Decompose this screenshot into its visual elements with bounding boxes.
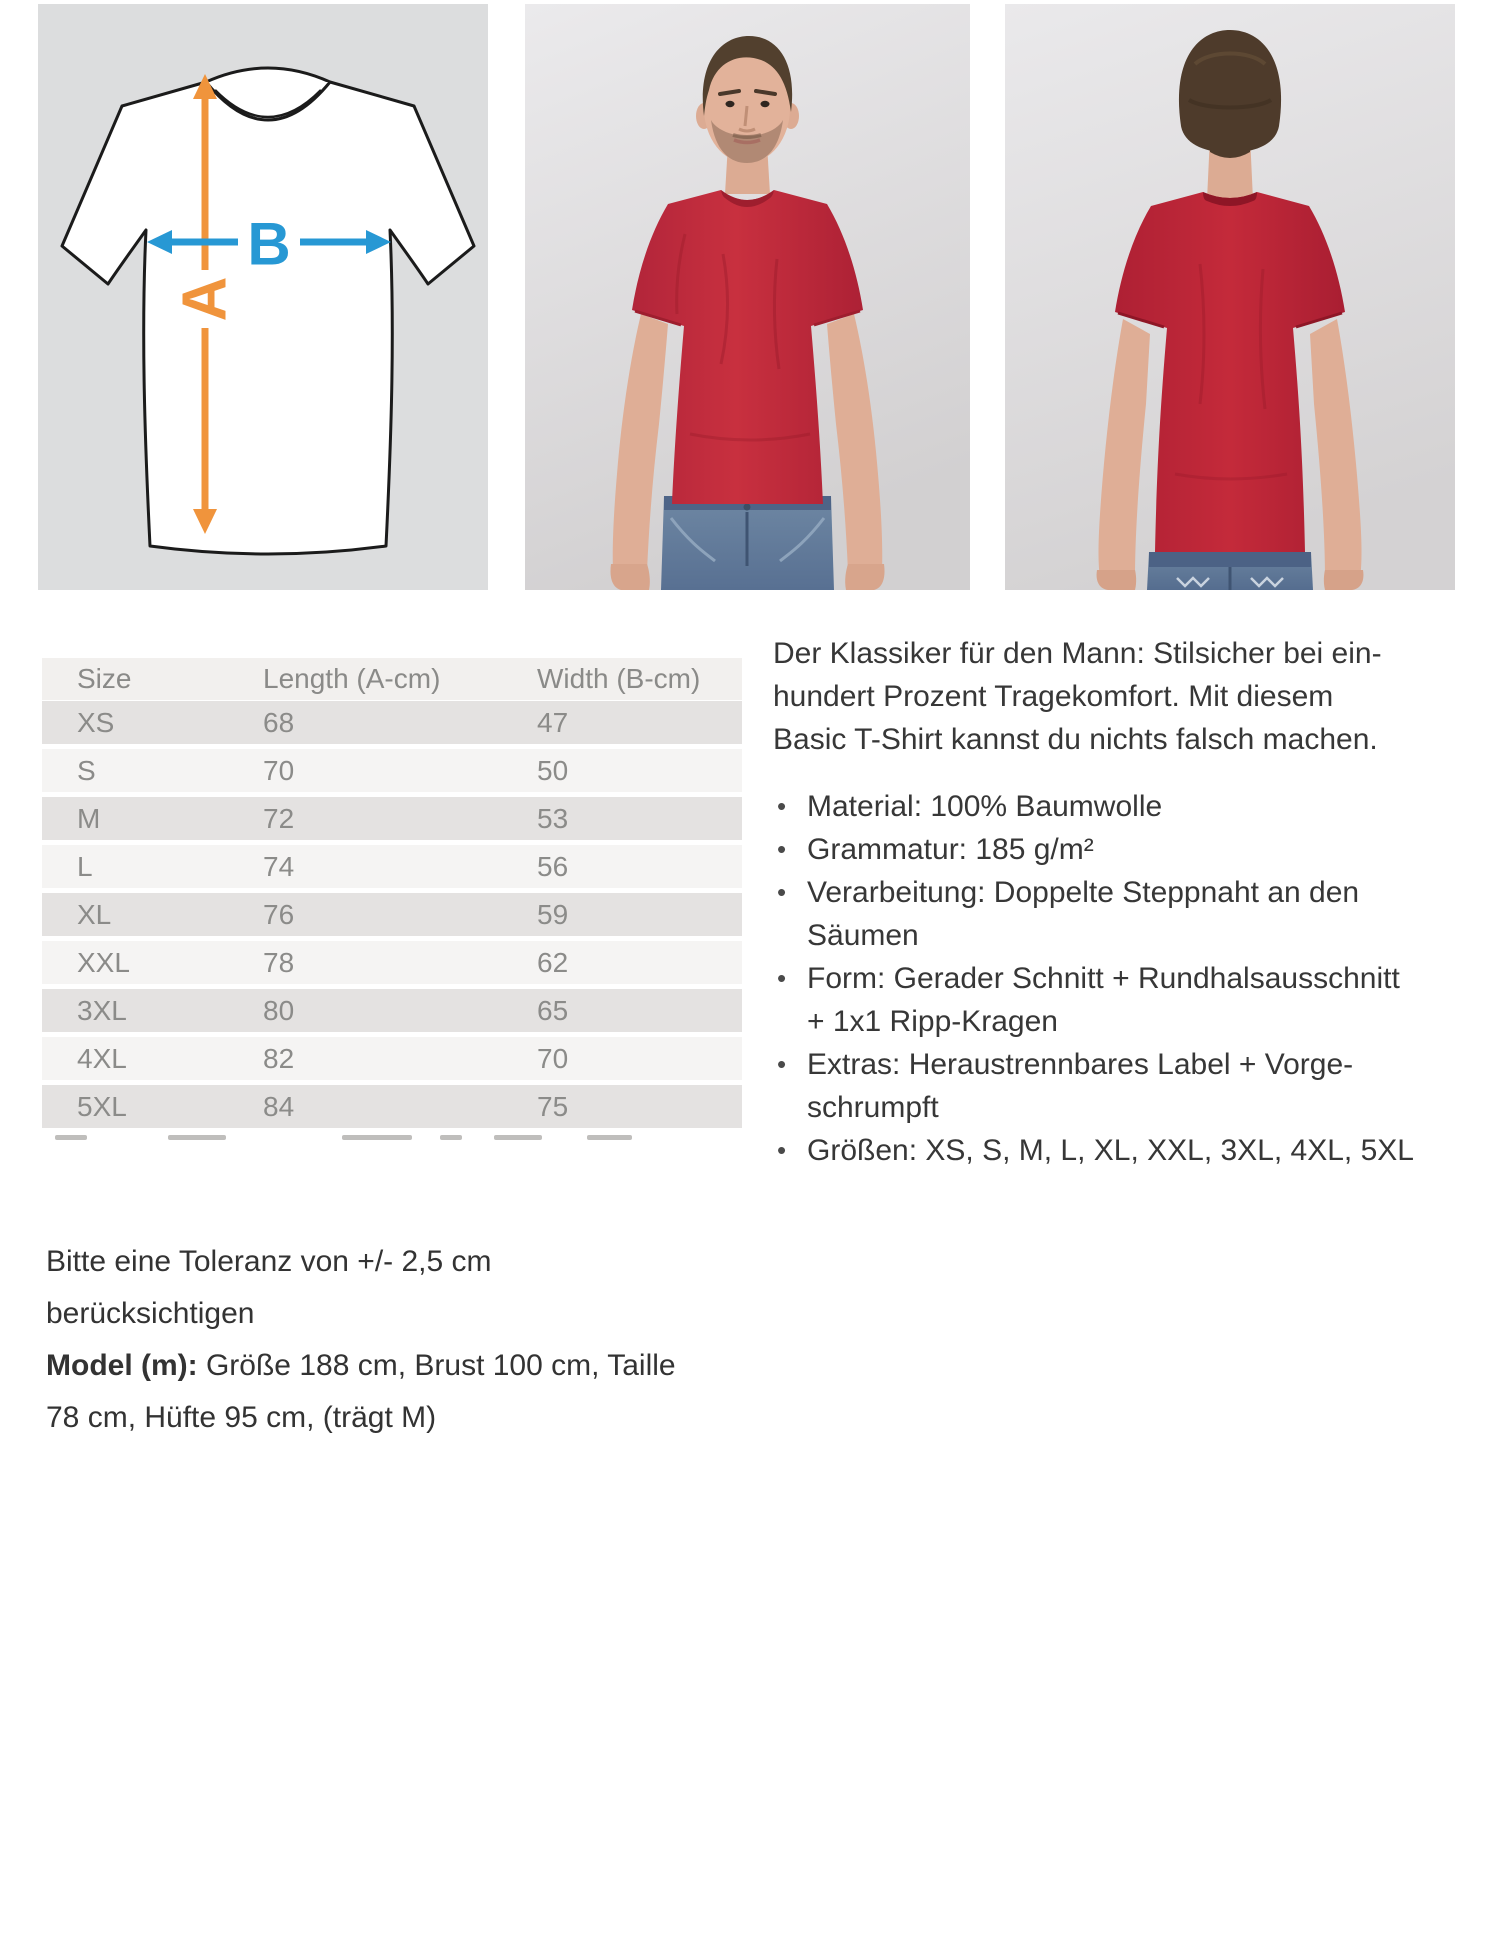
column-header-length: Length (A-cm): [263, 663, 441, 694]
length-cell: 84: [263, 1091, 295, 1122]
size-diagram-image[interactable]: [38, 4, 488, 590]
column-header-size: Size: [77, 663, 132, 694]
description-line: Der Klassiker für den Mann: Stilsicher bei ein-: [773, 637, 1382, 670]
model-info-line2: 78 cm, Hüfte 95 cm, (trägt M): [46, 1401, 437, 1434]
bullet-dot-icon: •: [777, 834, 787, 864]
width-cell: 56: [537, 851, 569, 882]
bullet-dot-icon: •: [777, 791, 787, 821]
width-cell: 65: [537, 995, 569, 1026]
length-cell: 82: [263, 1043, 295, 1074]
clipped-text-fragment: [342, 1135, 412, 1140]
width-cell: 62: [537, 947, 569, 978]
description-line: hundert Prozent Tragekomfort. Mit diesem: [773, 680, 1334, 713]
size-cell: XS: [77, 707, 115, 738]
width-cell: 75: [537, 1091, 569, 1122]
table-row: [42, 1037, 742, 1080]
clipped-text-fragment: [55, 1135, 87, 1140]
length-cell: 76: [263, 899, 295, 930]
length-cell: 74: [263, 851, 295, 882]
size-cell: 4XL: [77, 1043, 127, 1074]
list-item-form: • Form: Gerader Schnitt + Rundhalsausschnitt + 1x1 Ripp-Kragen: [773, 957, 1468, 1043]
list-item-material: • Material: 100% Baumwolle: [773, 785, 1468, 828]
description-panel: [773, 632, 1468, 1172]
size-cell: XL: [77, 899, 112, 930]
column-header-width: Width (B-cm): [537, 663, 701, 694]
list-item-groessen: • Größen: XS, S, M, L, XL, XXL, 3XL, 4XL, 5XL: [773, 1129, 1468, 1172]
table-row: [42, 941, 742, 984]
table-row: [42, 845, 742, 888]
bullet-dot-icon: •: [777, 1135, 787, 1165]
size-diagram-svg: [38, 4, 488, 590]
bullet-dot-icon: •: [777, 877, 787, 907]
bullet-dot-icon: •: [777, 963, 787, 993]
clipped-text-fragment: [494, 1135, 542, 1140]
feature-list: [773, 785, 1468, 1172]
size-cell: S: [77, 755, 96, 786]
size-cell: 5XL: [77, 1091, 127, 1122]
front-photo-image[interactable]: [525, 4, 970, 590]
description-intro: [773, 632, 1468, 761]
table-row: [42, 893, 742, 936]
tolerance-note: Bitte eine Toleranz von +/- 2,5 cm berücksichtigen: [46, 1245, 492, 1330]
length-cell: 68: [263, 707, 295, 738]
size-table-header: [42, 658, 742, 700]
clipped-table-row: [42, 1133, 742, 1143]
list-item-grammatur: • Grammatur: 185 g/m²: [773, 828, 1468, 871]
length-cell: 80: [263, 995, 295, 1026]
clipped-text-fragment: [168, 1135, 226, 1140]
measure-b-label: B: [247, 210, 291, 278]
measure-a-label: A: [170, 276, 240, 322]
front-photo-svg: [525, 4, 970, 590]
size-table: [42, 658, 742, 1133]
model-info-line1: [46, 1340, 686, 1392]
table-row: [42, 701, 742, 744]
width-cell: 53: [537, 803, 569, 834]
size-cell: XXL: [77, 947, 130, 978]
size-cell: 3XL: [77, 995, 127, 1026]
model-info-rest: Größe 188 cm, Brust 100 cm, Taille: [197, 1349, 676, 1382]
size-cell: M: [77, 803, 101, 834]
clipped-text-fragment: [587, 1135, 632, 1140]
length-cell: 70: [263, 755, 295, 786]
table-row: [42, 989, 742, 1032]
table-row: [42, 749, 742, 792]
list-item-verarbeitung: • Verarbeitung: Doppelte Steppnaht an den Säumen: [773, 871, 1468, 957]
model-info-label: Model (m):: [46, 1349, 198, 1382]
length-cell: 78: [263, 947, 295, 978]
description-line: Basic T-Shirt kannst du nichts falsch machen.: [773, 723, 1378, 756]
length-cell: 72: [263, 803, 295, 834]
width-cell: 47: [537, 707, 569, 738]
measurement-notes: [46, 1236, 686, 1444]
back-photo-svg: [1005, 4, 1455, 590]
width-cell: 59: [537, 899, 569, 930]
bullet-dot-icon: •: [777, 1049, 787, 1079]
width-cell: 70: [537, 1043, 569, 1074]
width-cell: 50: [537, 755, 569, 786]
size-cell: L: [77, 851, 93, 882]
back-photo-image[interactable]: [1005, 4, 1455, 590]
table-row: [42, 797, 742, 840]
clipped-text-fragment: [440, 1135, 462, 1140]
list-item-extras: • Extras: Heraustrennbares Label + Vorge- schrumpft: [773, 1043, 1468, 1129]
table-row: [42, 1085, 742, 1128]
